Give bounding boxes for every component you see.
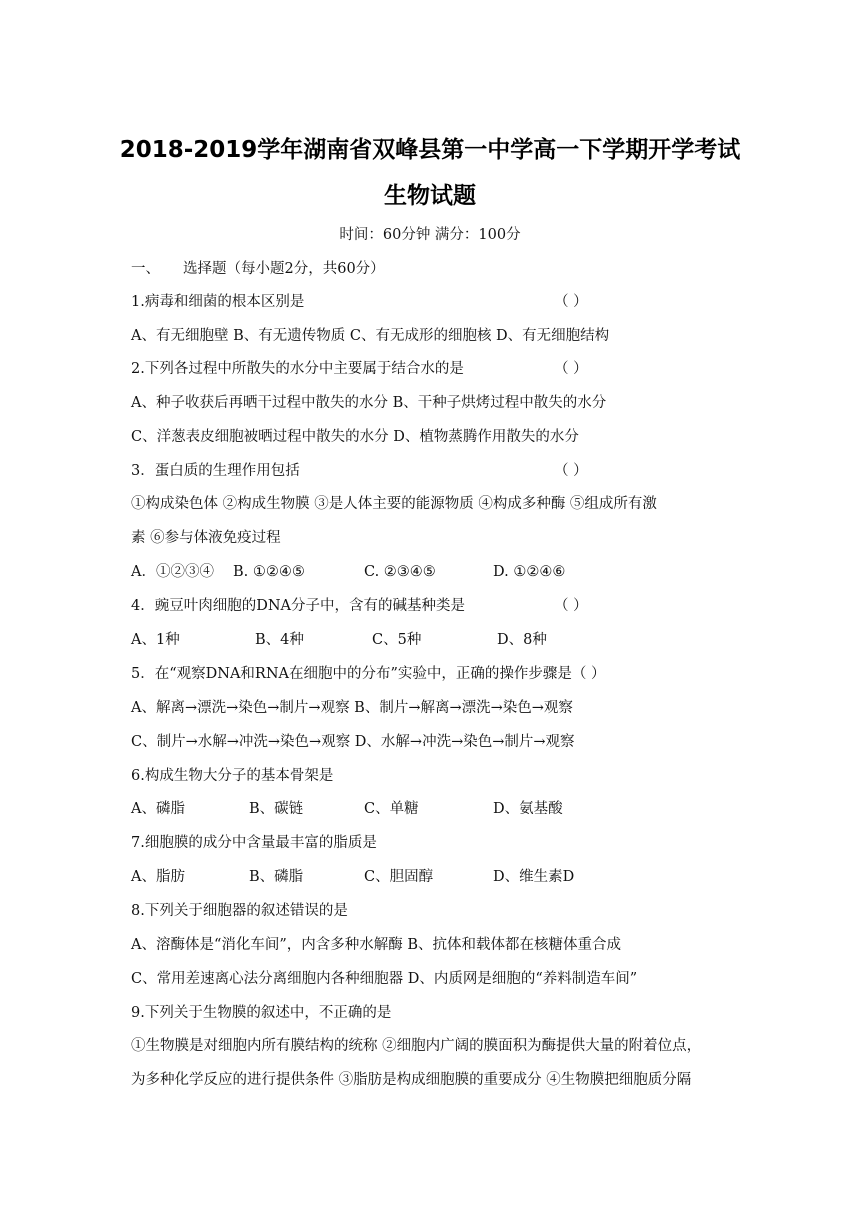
question-5-options-cd: C、制片→水解→冲洗→染色→观察 D、水解→冲洗→染色→制片→观察 — [131, 734, 575, 750]
question-9-statements-cont: 为多种化学反应的进行提供条件 ③脂肪是构成细胞膜的重要成分 ④生物膜把细胞质分隔 — [131, 1072, 692, 1088]
question-3-stem: 3．蛋白质的生理作用包括 （ ） — [131, 463, 588, 479]
question-6-stem: 6.构成生物大分子的基本骨架是 — [131, 768, 334, 784]
question-9-stem: 9.下列关于生物膜的叙述中，不正确的是 — [131, 1005, 392, 1021]
question-1-stem: 1.病毒和细菌的根本区别是 （ ） — [131, 294, 588, 310]
answer-blank: （ ） — [554, 294, 588, 310]
exam-subtitle: 生物试题 — [384, 183, 476, 209]
option-b: B、4种 — [255, 632, 304, 648]
question-3-statements-cont: 素 ⑥参与体液免疫过程 — [131, 530, 281, 546]
question-3-statements: ①构成染色体 ②构成生物膜 ③是人体主要的能源物质 ④构成多种酶 ⑤组成所有激 — [131, 496, 657, 512]
option-c: C. ②③④⑤ — [364, 564, 436, 580]
option-c: C、5种 — [372, 632, 422, 648]
question-7-stem: 7.细胞膜的成分中含量最丰富的脂质是 — [131, 835, 377, 851]
question-2-stem: 2.下列各过程中所散失的水分中主要属于结合水的是 （ ） — [131, 361, 588, 377]
option-a: A、1种 — [131, 632, 180, 648]
exam-title: 2018-2019学年湖南省双峰县第一中学高一下学期开学考试 — [119, 137, 741, 163]
exam-info: 时间：60分钟 满分：100分 — [339, 227, 521, 243]
option-a: A、磷脂 — [131, 801, 185, 817]
question-2-options-ab: A、种子收获后再晒干过程中散失的水分 B、干种子烘烤过程中散失的水分 — [131, 395, 607, 411]
answer-blank: （ ） — [554, 598, 588, 614]
answer-blank: （ ） — [554, 361, 588, 377]
option-a: A、脂肪 — [131, 869, 185, 885]
question-1-options: A、有无细胞壁 B、有无遗传物质 C、有无成形的细胞核 D、有无细胞结构 — [131, 328, 610, 344]
option-c: C、单糖 — [364, 801, 419, 817]
option-d: D. ①②④⑥ — [493, 564, 566, 580]
answer-blank: （ ） — [554, 463, 588, 479]
question-5-stem: 5．在“观察DNA和RNA在细胞中的分布”实验中，正确的操作步骤是（ ） — [131, 666, 606, 682]
question-4-stem: 4．豌豆叶肉细胞的DNA分子中，含有的碱基种类是 （ ） — [131, 598, 588, 614]
option-c: C、胆固醇 — [364, 869, 434, 885]
question-9-statements: ①生物膜是对细胞内所有膜结构的统称 ②细胞内广阔的膜面积为酶提供大量的附着位点， — [131, 1038, 702, 1054]
question-8-options-ab: A、溶酶体是“消化车间”，内含多种水解酶 B、抗体和载体都在核糖体重合成 — [131, 937, 622, 953]
option-b: B. ①②④⑤ — [233, 564, 305, 580]
option-b: B、磷脂 — [249, 869, 304, 885]
section-title: 选择题（每小题2分，共60分） — [183, 261, 385, 277]
question-5-options-ab: A、解离→漂洗→染色→制片→观察 B、制片→解离→漂洗→染色→观察 — [131, 700, 573, 716]
question-2-options-cd: C、洋葱表皮细胞被晒过程中散失的水分 D、植物蒸腾作用散失的水分 — [131, 429, 579, 445]
option-d: D、维生素D — [493, 869, 575, 885]
question-8-options-cd: C、常用差速离心法分离细胞内各种细胞器 D、内质网是细胞的“养料制造车间” — [131, 971, 638, 987]
option-d: D、8种 — [497, 632, 547, 648]
option-d: D、氨基酸 — [493, 801, 563, 817]
option-b: B、碳链 — [249, 801, 304, 817]
section-number: 一、 — [131, 261, 160, 277]
section-heading — [131, 259, 741, 279]
option-a: A．①②③④ — [131, 564, 214, 580]
question-8-stem: 8.下列关于细胞器的叙述错误的是 — [131, 903, 348, 919]
